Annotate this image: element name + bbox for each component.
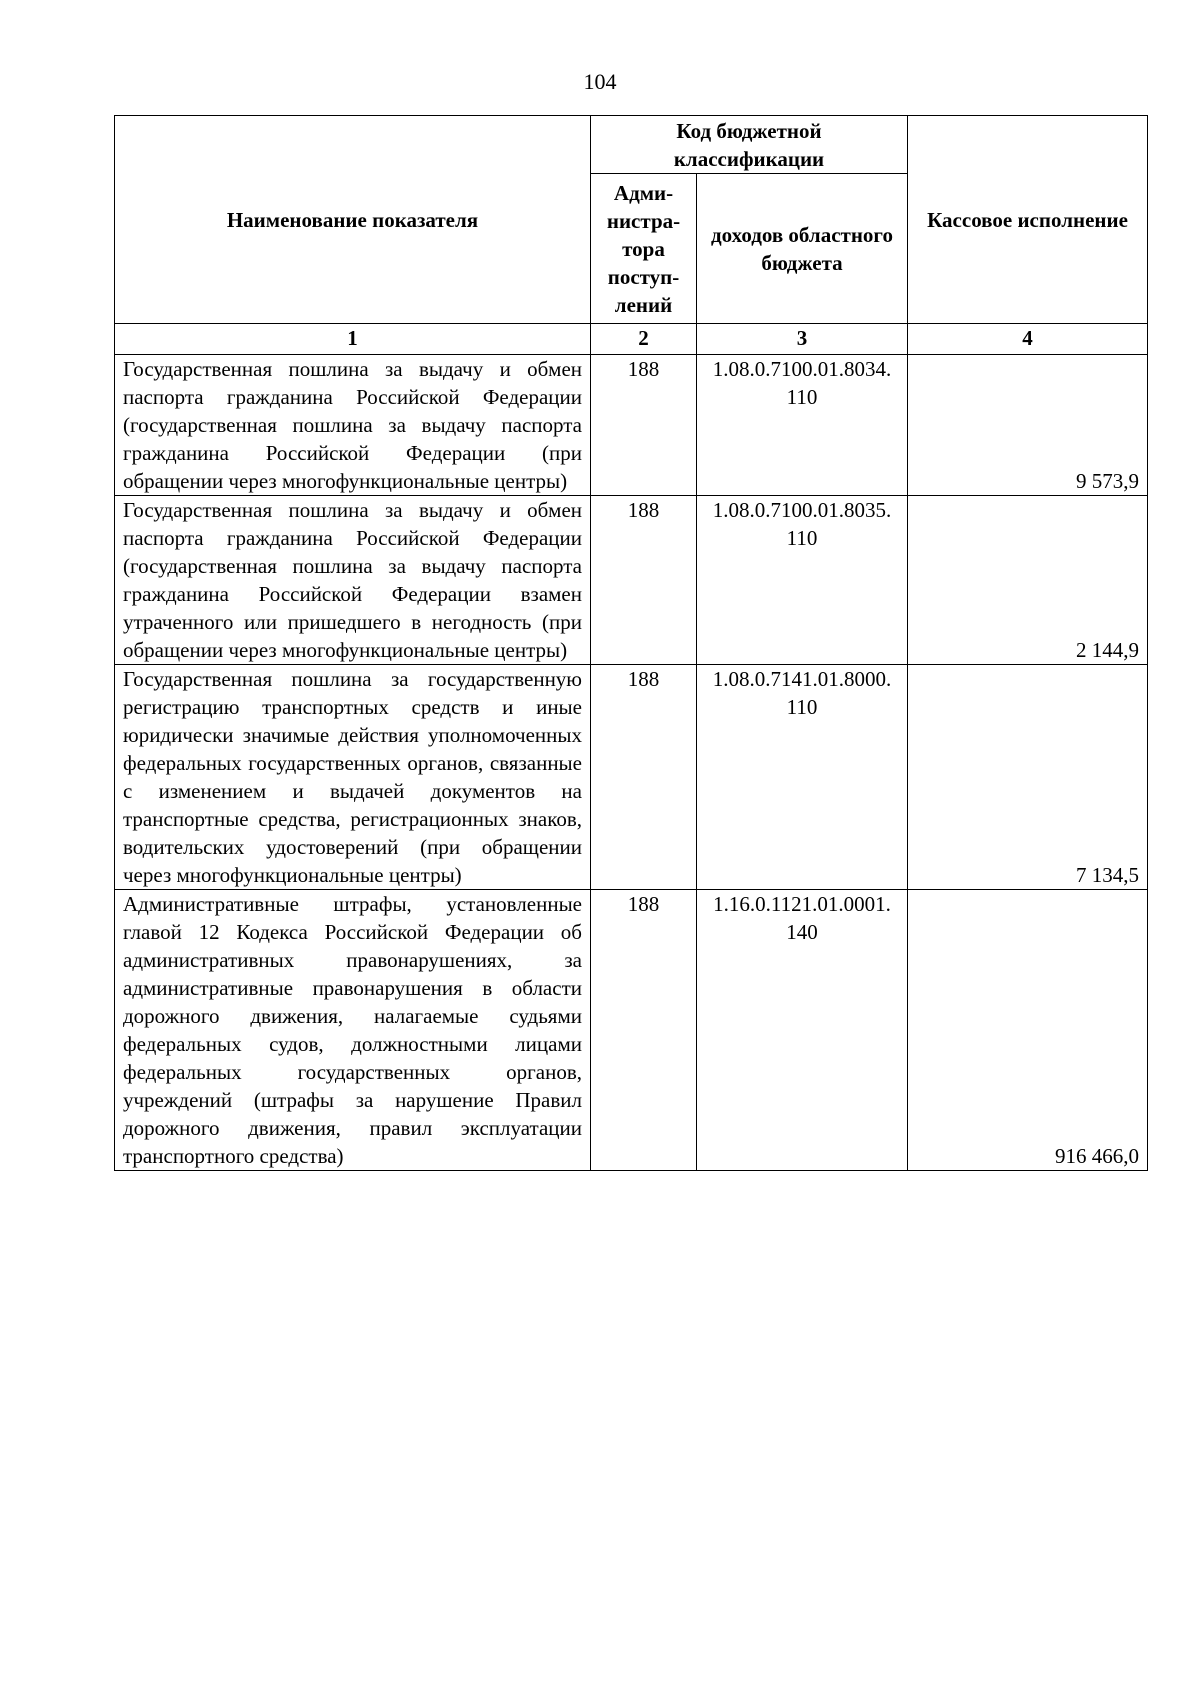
table-row: [115, 665, 1148, 890]
table-row: [115, 355, 1148, 496]
column-number: 2: [591, 324, 697, 355]
indicator-name: Государственная пошлина за выдачу и обмен паспорта гражданина Российской Федерации (государственная пошлина за выдачу паспорта гражданина Российской Федерации взамен утраченного или пришедшего в негодность (при обращении через многофункциональные центры): [115, 496, 591, 665]
column-number: 3: [697, 324, 908, 355]
revenue-code: 1.16.0.1121.01.0001. 140: [697, 890, 908, 1171]
administrator-code: 188: [591, 665, 697, 890]
cash-execution-amount: 916 466,0: [908, 890, 1148, 1171]
revenue-code: 1.08.0.7141.01.8000. 110: [697, 665, 908, 890]
budget-table: [114, 115, 1148, 1171]
cash-execution-amount: 7 134,5: [908, 665, 1148, 890]
column-number: 4: [908, 324, 1148, 355]
table-row: [115, 890, 1148, 1171]
cash-execution-amount: 9 573,9: [908, 355, 1148, 496]
header-indicator-name: Наименование показателя: [115, 116, 591, 324]
column-number: 1: [115, 324, 591, 355]
header-budget-code: Код бюджетной классификации: [591, 116, 908, 174]
administrator-code: 188: [591, 496, 697, 665]
cash-execution-amount: 2 144,9: [908, 496, 1148, 665]
revenue-code: 1.08.0.7100.01.8035. 110: [697, 496, 908, 665]
header-regional-revenue: доходов областного бюджета: [697, 174, 908, 324]
indicator-name: Административные штрафы, установленные главой 12 Кодекса Российской Федерации об административных правонарушениях, за административные правонарушения в области дорожного движения, налагаемые судьями федеральных судов, должностными лицами федеральных государственных органов, учреждений (штрафы за нарушение Правил дорожного движения, правил эксплуатации транспортного средства): [115, 890, 591, 1171]
table-row: [115, 496, 1148, 665]
column-number-row: [115, 324, 1148, 355]
revenue-code: 1.08.0.7100.01.8034. 110: [697, 355, 908, 496]
administrator-code: 188: [591, 355, 697, 496]
header-revenue-administrator: Адми-нистра-тора поступ-лений: [591, 174, 697, 324]
administrator-code: 188: [591, 890, 697, 1171]
page-number: 104: [583, 69, 617, 94]
indicator-name: Государственная пошлина за выдачу и обмен паспорта гражданина Российской Федерации (государственная пошлина за выдачу паспорта гражданина Российской Федерации (при обращении через многофункциональные центры): [115, 355, 591, 496]
header-cash-execution: Кассовое исполнение: [908, 116, 1148, 324]
indicator-name: Государственная пошлина за государственную регистрацию транспортных средств и иные юридически значимые действия уполномоченных федеральных государственных органов, связанные с изменением и выдачей документов на транспортные средства, регистрационных знаков, водительских удостоверений (при обращении через многофункциональные центры): [115, 665, 591, 890]
